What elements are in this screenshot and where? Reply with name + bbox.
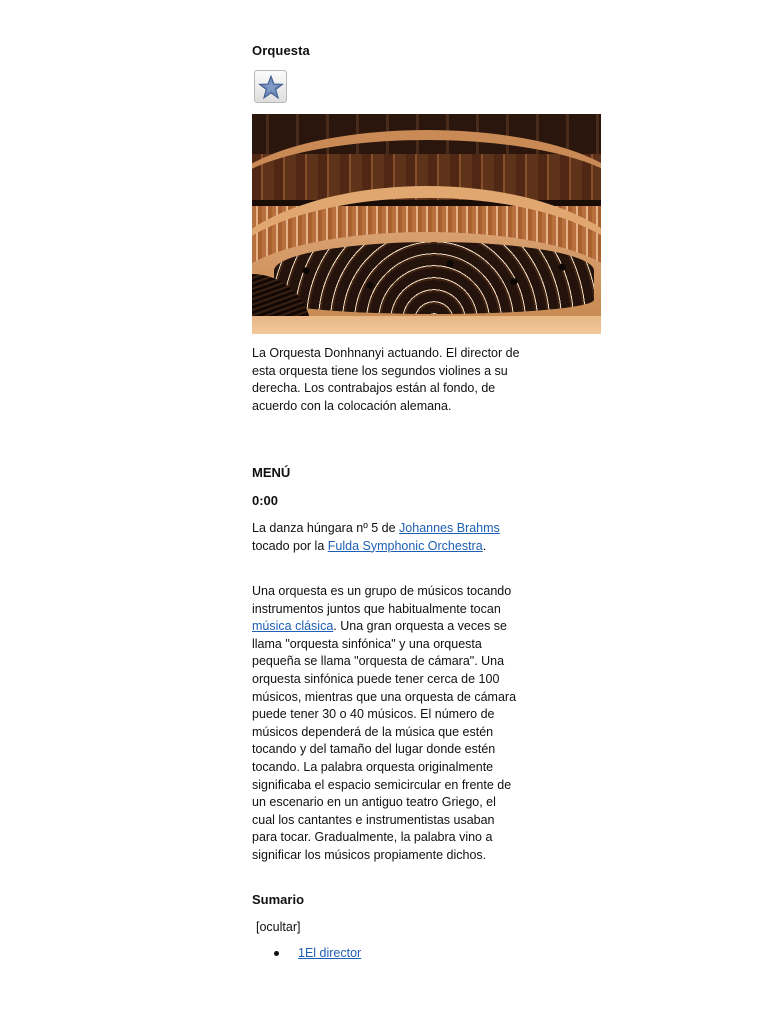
star-icon-graphic [258,74,284,100]
toc-link-el-director[interactable]: 1El director [298,946,362,960]
audio-caption [252,520,522,555]
audio-caption-middle: tocado por la [252,538,328,553]
audio-time: 0:00 [252,493,279,508]
toc-item[interactable] [274,946,361,960]
intro-part2: . Una gran orquesta a veces se llama "orquesta sinfónica" y una orquesta pequeña se llama "orquesta de cámara". Una orquesta sinfónica puede tener cerca de 100 músicos, mientras que una orquesta de cámara puede tener 30 o 40 músicos. El número de músicos dependerá de la música que estén tocando y del tamaño del lugar donde estén tocando. La palabra orquesta originalmente significaba el espacio semicircular en frente de un escenario en un antiguo teatro Griego, el cual los cantantes e instrumentistas usaban para tocar. Gradualmente, la palabra vino a significar los músicos propiamente dichos. [252,619,517,862]
menu-heading[interactable]: MENÚ [252,465,291,480]
photo-caption: La Orquesta Donhnanyi actuando. El director de esta orquesta tiene los segundos violines a su derecha. Los contrabajos están al fondo, de acuerdo con la colocación alemana. [252,346,520,413]
intro-paragraph [252,583,522,865]
classical-music-link[interactable]: música clásica [252,619,334,634]
audio-caption-prefix: La danza húngara nº 5 de [252,521,400,535]
orchestra-link[interactable]: Fulda Symphonic Orchestra [327,538,483,553]
bullet-icon [274,951,279,956]
orchestra-photo [252,114,601,334]
composer-link[interactable]: Johannes Brahms [399,521,500,535]
intro-part1: Una orquesta es un grupo de músicos tocando instrumentos juntos que habitualmente tocan [252,584,512,616]
summary-heading: Sumario [252,892,305,907]
audio-caption-suffix: . [482,538,487,553]
page-title: Orquesta [252,43,310,58]
star-icon[interactable] [254,70,287,103]
toc-toggle[interactable]: [ocultar] [256,920,301,934]
